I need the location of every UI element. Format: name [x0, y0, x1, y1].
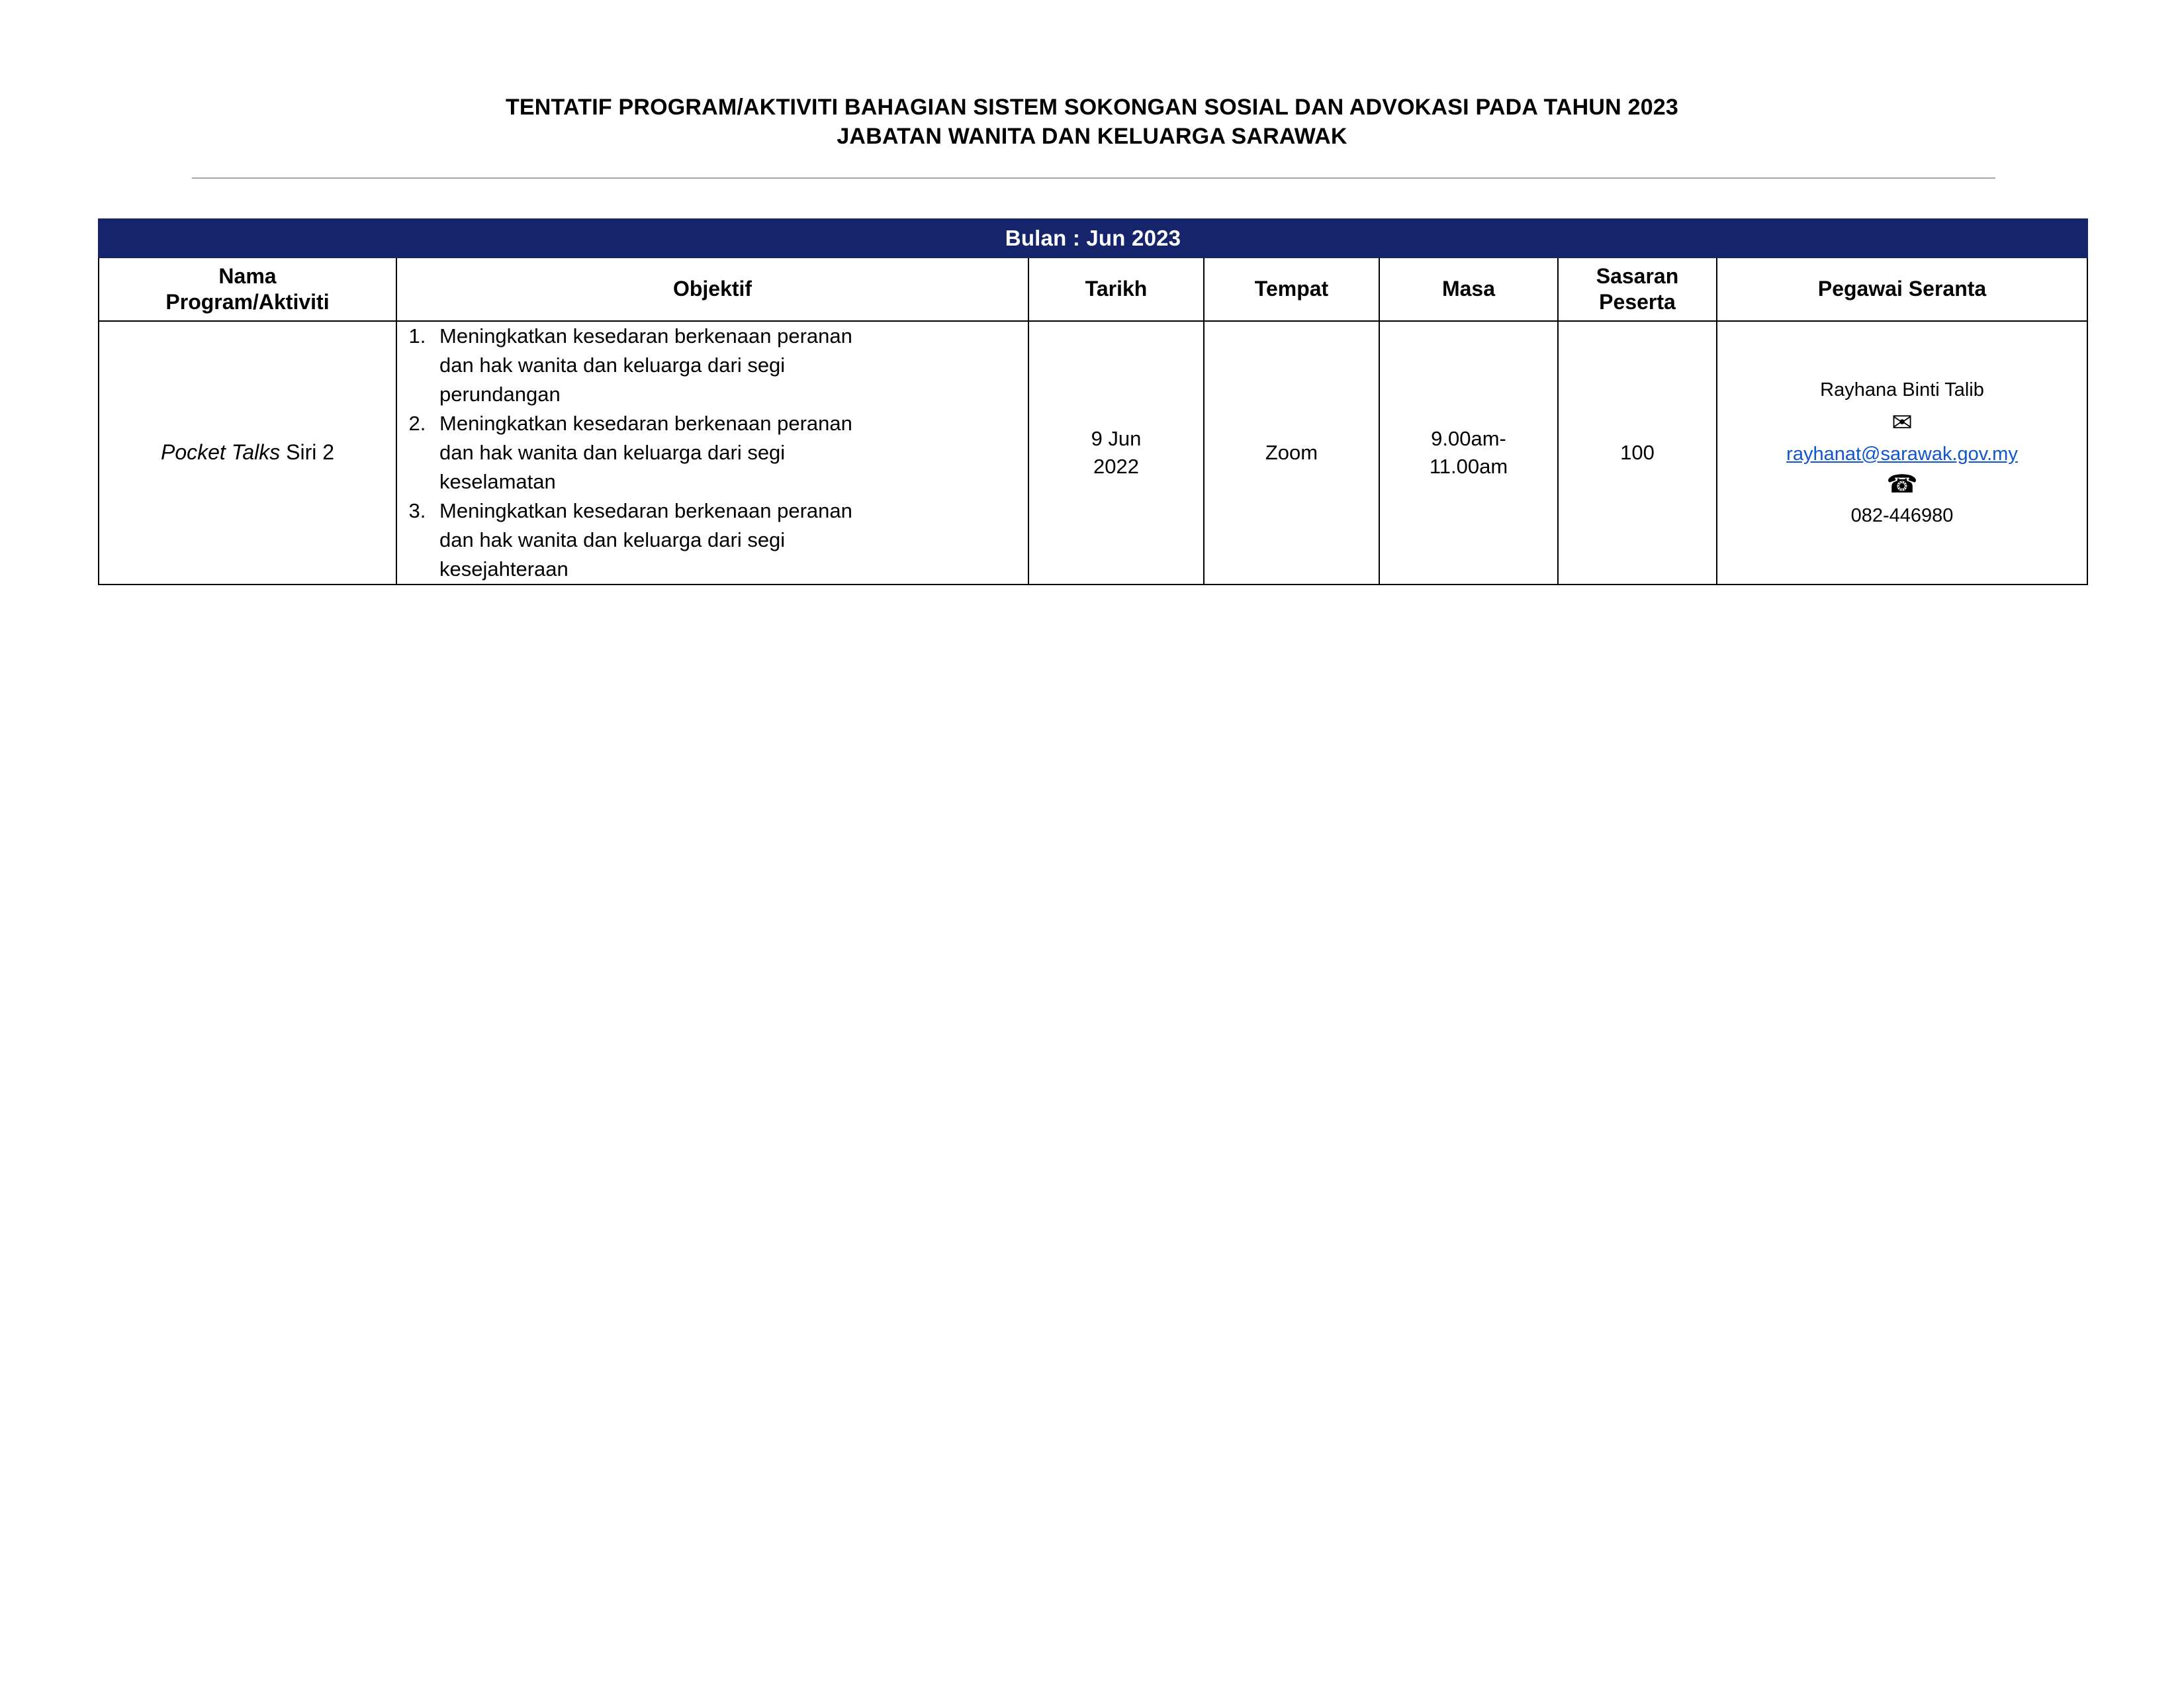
- cell-sasaran-peserta: 100: [1558, 321, 1717, 585]
- column-header-nama-program: [99, 258, 396, 321]
- table-row: [99, 321, 2087, 585]
- column-header-tarikh: Tarikh: [1028, 258, 1204, 321]
- tarikh-line-1: 9 Jun: [1091, 427, 1142, 451]
- cell-tarikh: [1028, 321, 1204, 585]
- envelope-at-icon: ✉: [1891, 408, 1913, 437]
- column-header-sasaran-peserta: [1558, 258, 1717, 321]
- column-header-nama-line-2: Program/Aktiviti: [165, 290, 330, 314]
- cell-masa: [1379, 321, 1558, 585]
- masa-line-1: 9.00am-: [1431, 427, 1506, 451]
- program-name-italic: Pocket Talks: [160, 440, 281, 465]
- masa-line-2: 11.00am: [1429, 455, 1508, 479]
- cell-nama-program: [99, 321, 396, 585]
- pegawai-phone: 082-446980: [1850, 504, 1954, 526]
- document-title-line-1: TENTATIF PROGRAM/AKTIVITI BAHAGIAN SISTEM SOKONGAN SOSIAL DAN ADVOKASI PADA TAHUN 2023: [505, 95, 1679, 120]
- cell-objektif: [396, 321, 1028, 585]
- pegawai-name: Rayhana Binti Talib: [1820, 379, 1984, 400]
- pegawai-email-link[interactable]: rayhanat@sarawak.gov.my: [1786, 443, 2018, 465]
- tarikh-line-2: 2022: [1093, 455, 1139, 479]
- pegawai-details: [1717, 370, 2087, 536]
- column-header-sasaran-line-2: Peserta: [1599, 290, 1676, 314]
- cell-tempat: Zoom: [1204, 321, 1379, 585]
- program-name-rest: Siri 2: [280, 440, 335, 465]
- objektif-list: [397, 322, 1028, 584]
- column-header-nama-line-1: Nama: [218, 263, 277, 288]
- document-title-line-2: JABATAN WANITA DAN KELUARGA SARAWAK: [837, 124, 1347, 150]
- table-header-row: [99, 258, 2087, 321]
- column-header-sasaran-line-1: Sasaran: [1596, 263, 1679, 288]
- column-header-pegawai-seranta: Pegawai Seranta: [1717, 258, 2087, 321]
- column-header-tempat: Tempat: [1204, 258, 1379, 321]
- month-banner: Bulan : Jun 2023: [99, 219, 2087, 258]
- telephone-icon: ☎: [1886, 470, 1918, 498]
- cell-pegawai-seranta: [1717, 321, 2087, 585]
- month-banner-row: [99, 219, 2087, 258]
- header-divider: [192, 177, 1995, 179]
- column-header-objektif: Objektif: [396, 258, 1028, 321]
- list-item: 3. Meningkatkan kesedaran berkenaan peranan dan hak wanita dan keluarga dari segi kesejahteraan: [432, 496, 876, 584]
- document-title: [192, 93, 1992, 151]
- program-name: [99, 435, 396, 471]
- list-item: 2. Meningkatkan kesedaran berkenaan peranan dan hak wanita dan keluarga dari segi keselamatan: [432, 409, 876, 496]
- program-schedule-table: [98, 218, 2088, 585]
- column-header-masa: Masa: [1379, 258, 1558, 321]
- list-item: 1. Meningkatkan kesedaran berkenaan peranan dan hak wanita dan keluarga dari segi perundangan: [432, 322, 876, 409]
